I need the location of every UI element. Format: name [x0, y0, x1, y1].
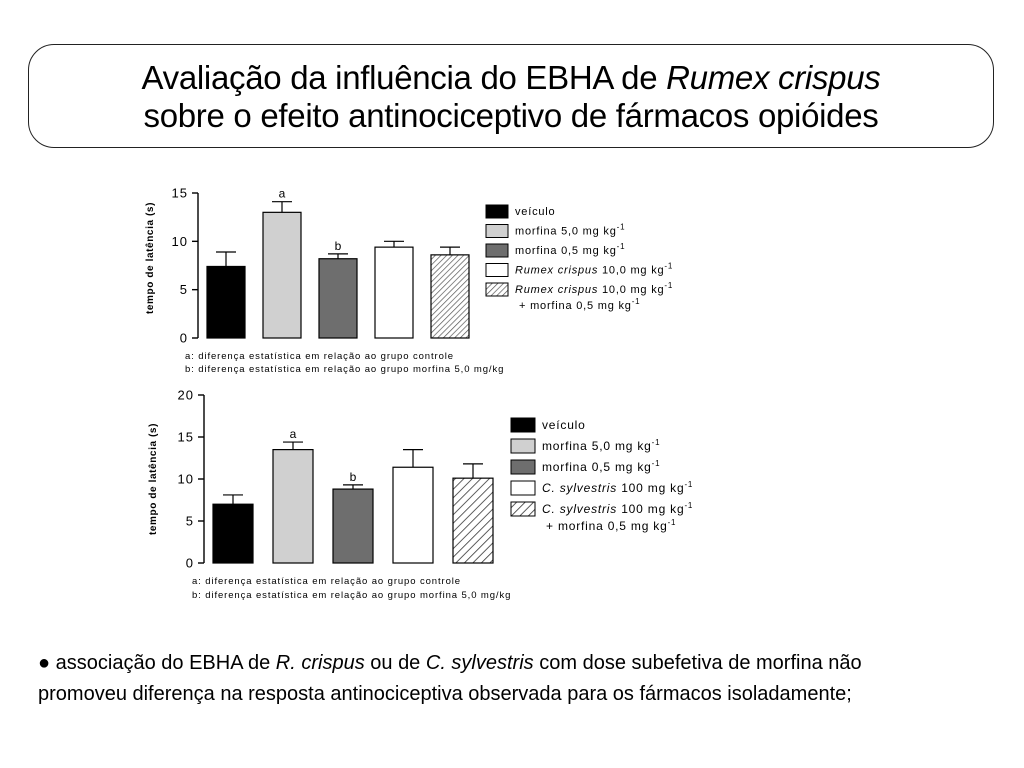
chart-note-0: a: diferença estatística em relação ao grupo controle: [192, 576, 461, 587]
legend-swatch-1: [486, 225, 508, 238]
legend-swatch-3: [511, 481, 535, 495]
legend-label-0: veículo: [542, 418, 586, 432]
y-tick-label: 5: [179, 282, 188, 298]
y-tick-label: 0: [179, 330, 188, 346]
legend-swatch-4: [511, 502, 535, 516]
bar-1: [263, 212, 301, 338]
y-tick-label: 10: [177, 471, 194, 487]
legend-label-0: veículo: [515, 206, 556, 218]
legend-swatch-1: [511, 439, 535, 453]
bullet-icon: ●: [38, 652, 51, 674]
legend-label-1: morfina 5,0 mg $kg^{-1}$: [542, 438, 661, 453]
legend-label-3: C. sylvestris 100 mg $kg^{-1}$: [542, 480, 694, 495]
bullet-text: ● associação do EBHA de R. crispus ou de C. sylvestris com dose subefetiva de morfina não promoveu diferença na resposta antinociceptiva observada para os fármacos isoladamente;: [38, 652, 862, 705]
legend-label-3: Rumex crispus 10,0 mg $kg^{-1}$: [515, 261, 674, 277]
title-species: Rumex crispus: [666, 59, 881, 96]
title-text: Avaliação da influência do EBHA de: [141, 59, 667, 96]
bar-3: [393, 467, 433, 563]
legend-label-1: morfina 5,0 mg $kg^{-1}$: [515, 222, 626, 238]
chart-note-0: a: diferença estatística em relação ao grupo controle: [185, 351, 454, 362]
bar-1: [273, 450, 313, 563]
bar-annotation-2: b: [349, 469, 357, 484]
bar-2: [319, 259, 357, 338]
legend-swatch-2: [511, 460, 535, 474]
bar-annotation-1: a: [289, 427, 297, 442]
y-axis-label: tempo de latência (s): [148, 422, 159, 536]
y-tick-label: 10: [171, 233, 188, 249]
legend-label-4-line2: + morfina 0,5 mg $kg^{-1}$: [519, 296, 641, 312]
chart-note-1: b: diferença estatística em relação ao grupo morfina 5,0 mg/kg: [185, 364, 505, 375]
legend-swatch-0: [511, 418, 535, 432]
chart-rumex-crispus: [145, 186, 673, 376]
y-axis-label: tempo de latência (s): [145, 201, 156, 315]
bar-annotation-2: b: [334, 238, 342, 253]
y-tick-label: 15: [177, 429, 194, 445]
y-tick-label: 0: [185, 555, 194, 571]
chart-c-sylvestris: [148, 388, 693, 602]
legend-label-4: C. sylvestris 100 mg $kg^{-1}$: [542, 501, 694, 516]
bar-4: [453, 478, 493, 563]
bar-3: [375, 247, 413, 338]
y-tick-label: 20: [177, 387, 194, 403]
bar-annotation-1: a: [278, 186, 286, 201]
legend-swatch-2: [486, 244, 508, 257]
legend-label-2: morfina 0,5 mg $kg^{-1}$: [515, 242, 626, 257]
legend-swatch-0: [486, 205, 508, 218]
bar-0: [213, 504, 253, 563]
bar-0: [207, 266, 245, 338]
legend-label-4-line2: + morfina 0,5 mg $kg^{-1}$: [546, 518, 677, 534]
bar-4: [431, 255, 469, 338]
legend-label-2: morfina 0,5 mg $kg^{-1}$: [542, 459, 661, 474]
legend-label-4: Rumex crispus 10,0 mg $kg^{-1}$: [515, 281, 674, 296]
y-tick-label: 5: [185, 513, 194, 529]
title-line-2: sobre o efeito antinociceptivo de fármacos opióides: [143, 97, 879, 134]
chart-note-1: b: diferença estatística em relação ao grupo morfina 5,0 mg/kg: [192, 590, 512, 601]
legend-swatch-3: [486, 264, 508, 277]
bar-2: [333, 489, 373, 563]
legend-swatch-4: [486, 283, 508, 296]
y-tick-label: 15: [171, 185, 188, 201]
